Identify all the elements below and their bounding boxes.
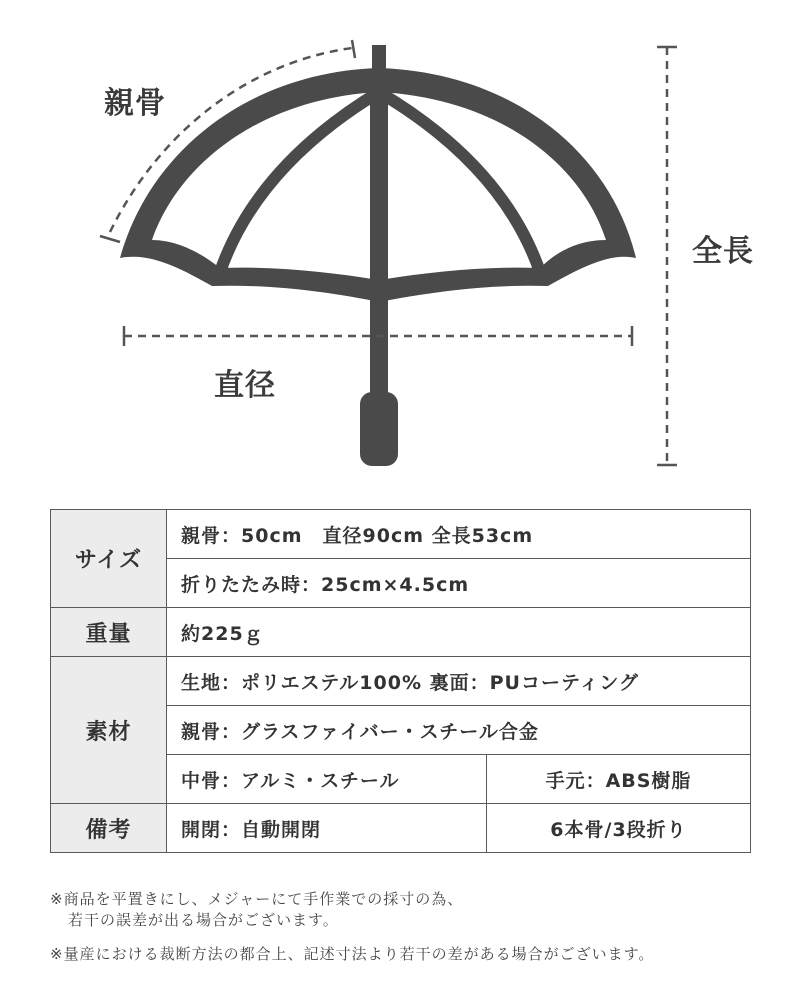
material-rib: 親骨：グラスファイバー・スチール合金	[167, 706, 751, 755]
remarks-header: 備考	[51, 804, 167, 853]
material-middle-rib: 中骨：アルミ・スチール	[167, 755, 487, 804]
length-label: 全長	[692, 234, 754, 269]
umbrella-diagram	[0, 0, 800, 490]
rib-dimension-tick-end	[352, 40, 355, 58]
remarks-ribs: 6本骨/3段折り	[487, 804, 751, 853]
table-row	[51, 657, 751, 706]
umbrella-illustration	[0, 0, 800, 490]
table-row	[51, 510, 751, 559]
material-handle: 手元：ABS樹脂	[487, 755, 751, 804]
size-dimensions: 親骨：50cm 直径90cm 全長53cm	[167, 510, 751, 559]
material-header: 素材	[51, 657, 167, 804]
table-row	[51, 804, 751, 853]
umbrella-shaft	[370, 88, 388, 398]
note-measurement	[50, 889, 463, 931]
weight-value: 約225ｇ	[167, 608, 751, 657]
remarks-opening: 開閉：自動開閉	[167, 804, 487, 853]
weight-header: 重量	[51, 608, 167, 657]
umbrella-handle	[360, 392, 398, 466]
note-measurement-line2: 若干の誤差が出る場合がございます。	[68, 911, 339, 929]
diameter-label: 直径	[214, 368, 276, 403]
spec-table	[50, 509, 751, 853]
note-measurement-line1: ※商品を平置きにし、メジャーにて手作業での採寸の為、	[50, 890, 464, 908]
rib-dimension-tick-start	[100, 236, 120, 242]
rib-label: 親骨	[104, 86, 166, 121]
size-header: サイズ	[51, 510, 167, 608]
material-fabric: 生地：ポリエステル100% 裏面：PUコーティング	[167, 657, 751, 706]
table-row	[51, 608, 751, 657]
size-folded: 折りたたみ時：25cm×4.5cm	[167, 559, 751, 608]
note-production: ※量産における裁断方法の都合上、記述寸法より若干の差がある場合がございます。	[50, 945, 655, 963]
